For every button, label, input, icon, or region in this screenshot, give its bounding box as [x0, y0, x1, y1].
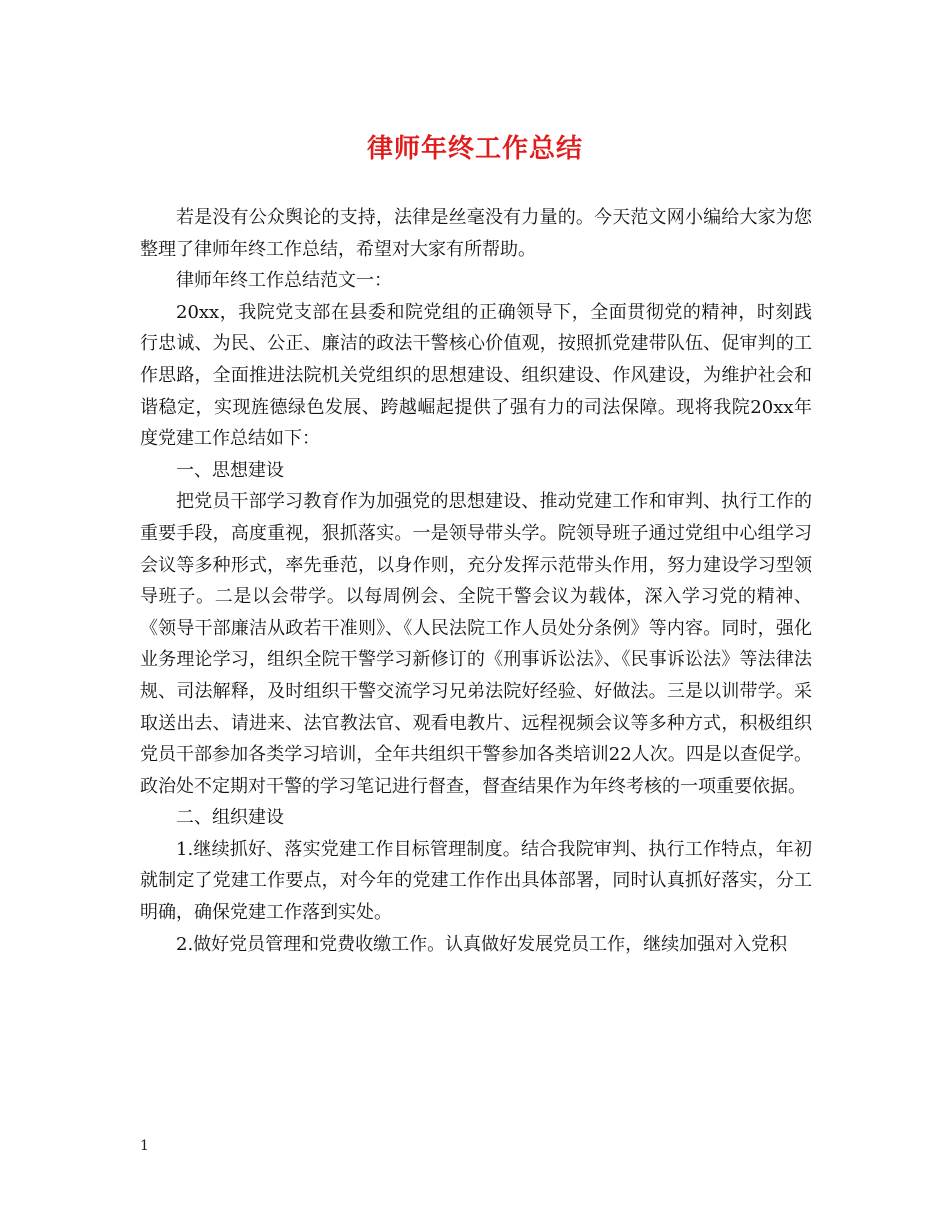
document-title: 律师年终工作总结: [366, 134, 583, 164]
paragraph-organization-2: 2.做好党员管理和党费收缴工作。认真做好发展党员工作，继续加强对入党积: [176, 933, 788, 955]
document-body: [140, 202, 812, 960]
paragraph-organization-1: 1.继续抓好、落实党建工作目标管理制度。结合我院审判、执行工作特点，年初就制定了党建工作要点，对今年的党建工作作出具体部署，同时认真抓好落实，分工明确，确保党建工作落到实处。: [140, 838, 812, 924]
paragraph-ideology: 把党员干部学习教育作为加强党的思想建设、推动党建工作和审判、执行工作的重要手段，高度重视，狠抓落实。一是领导带头学。院领导班子通过党组中心组学习会议等多种形式，率先垂范，以身作则，充分发挥示范带头作用，努力建设学习型领导班子。二是以会带学。以每周例会、全院干警会议为载体，深入学习党的精神、《领导干部廉洁从政若干准则》、《人民法院工作人员处分条例》等内容。同时，强化业务理论学习，组织全院干警学习新修订的《刑事诉讼法》、《民事诉讼法》等法律法规、司法解释，及时组织干警交流学习兄弟法院好经验、好做法。三是以训带学。采取送出去、请进来、法官教法官、观看电教片、远程视频会议等多种方式，积极组织党员干部参加各类学习培训，全年共组织干警参加各类培训22人次。四是以查促学。政治处不定期对干警的学习笔记进行督查，督查结果作为年终考核的一项重要依据。: [140, 491, 812, 797]
section-heading-organization: 二、组织建设: [176, 807, 284, 829]
paragraph-intro: 若是没有公众舆论的支持，法律是丝毫没有力量的。今天范文网小编给大家为您整理了律师年终工作总结，希望对大家有所帮助。: [140, 207, 812, 260]
page-number: 1: [140, 1138, 149, 1154]
section-heading-ideology: 一、思想建设: [176, 459, 284, 481]
paragraph-overview: 20xx，我院党支部在县委和院党组的正确领导下，全面贯彻党的精神，时刻践行忠诚、为民、公正、廉洁的政法干警核心价值观，按照抓党建带队伍、促审判的工作思路，全面推进法院机关党组织的思想建设、组织建设、作风建设，为维护社会和谐稳定，实现旌德绿色发展、跨越崛起提供了强有力的司法保障。现将我院20xx年度党建工作总结如下：: [140, 301, 812, 450]
paragraph-sample-heading: 律师年终工作总结范文一：: [176, 270, 392, 292]
